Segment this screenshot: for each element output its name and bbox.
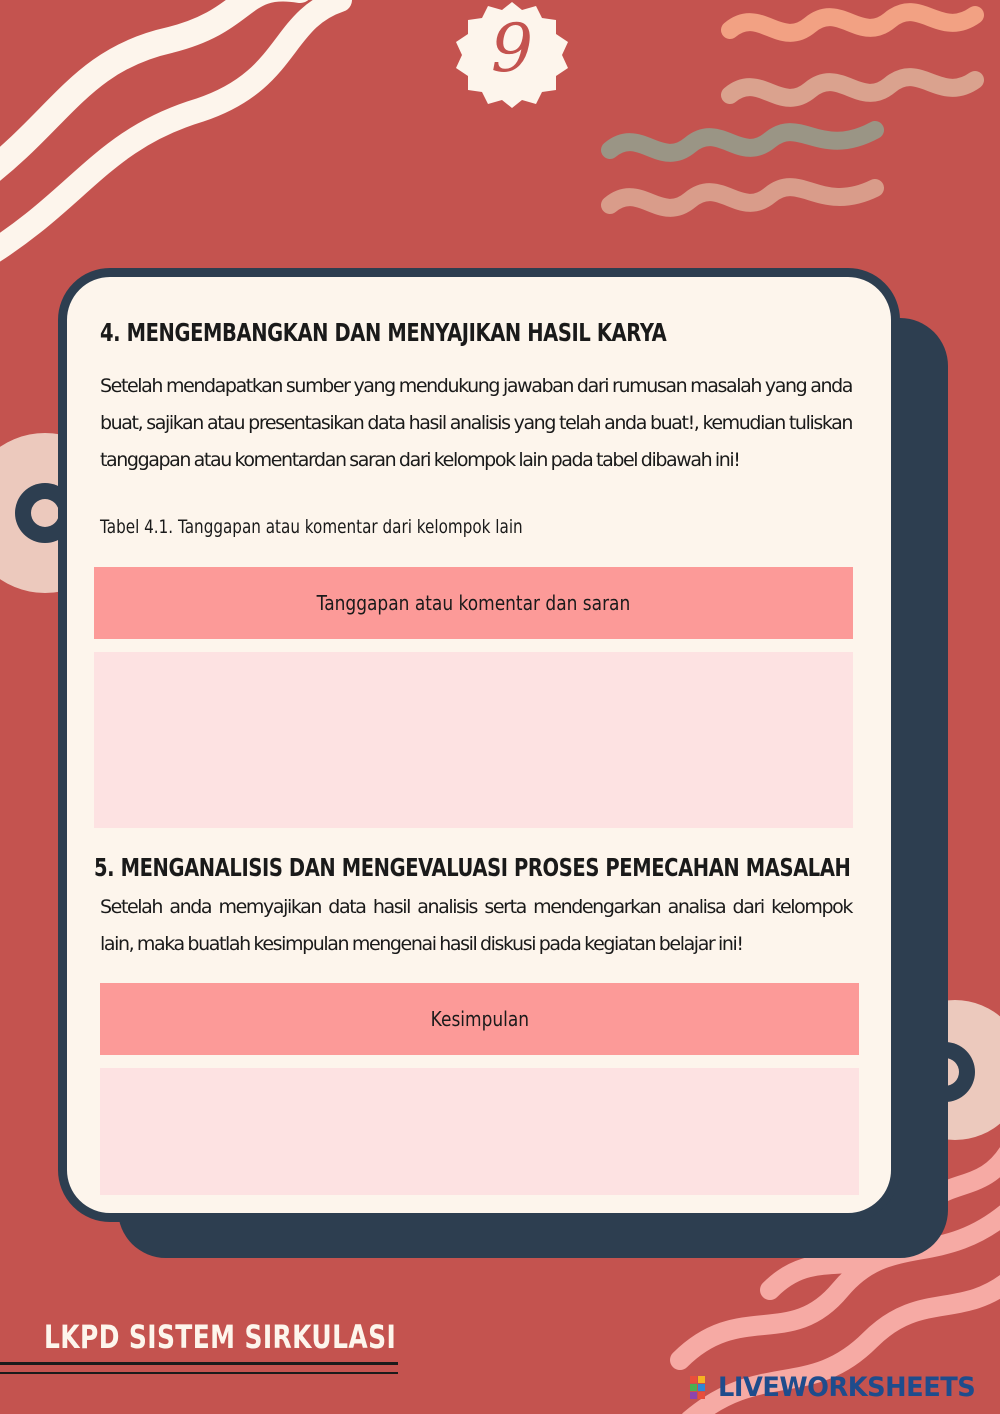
table-4-1-caption: Tabel 4.1. Tanggapan atau komentar dari kelompok lain bbox=[100, 516, 523, 538]
section-4-title: 4. MENGEMBANGKAN DAN MENYAJIKAN HASIL KARYA bbox=[100, 318, 667, 347]
conclusion-input-area[interactable] bbox=[100, 1068, 859, 1195]
squiggle-decoration bbox=[730, 12, 975, 33]
footer-title: LKPD SISTEM SIRKULASI bbox=[44, 1318, 397, 1356]
squiggle-decoration bbox=[610, 130, 875, 153]
section-5-paragraph: Setelah anda memyajikan data hasil analisis serta mendengarkan analisa dari kelompok lain, maka buatlah kesimpulan mengenai hasil diskusi pada kegiatan belajar ini! bbox=[100, 896, 852, 955]
footer-divider bbox=[0, 1372, 398, 1374]
page-number-badge bbox=[448, 0, 576, 110]
section-4-paragraph: Setelah mendapatkan sumber yang mendukung jawaban dari rumusan masalah yang anda buat, sajikan atau presentasikan data hasil analisis yang telah anda buat!, kemudian tuliskan tanggapan atau komentardan saran dari kelompok lain pada tabel dibawah ini! bbox=[100, 375, 852, 471]
footer-divider bbox=[0, 1362, 398, 1365]
liveworksheets-watermark[interactable] bbox=[690, 1372, 989, 1403]
response-table-header bbox=[94, 567, 853, 639]
squiggle-decoration bbox=[610, 187, 875, 208]
liveworksheets-logo-icon bbox=[690, 1374, 714, 1402]
section-5-title: 5. MENGANALISIS DAN MENGEVALUASI PROSES PEMECAHAN MASALAH bbox=[94, 853, 851, 882]
watermark-text: LIVEWORKSHEETS bbox=[718, 1372, 976, 1403]
response-input-area[interactable] bbox=[94, 652, 853, 828]
conclusion-table-header bbox=[100, 983, 859, 1055]
squiggle-decoration bbox=[730, 77, 975, 98]
response-table-header-label: Tanggapan atau komentar dan saran bbox=[316, 591, 631, 615]
page-number: 9 bbox=[491, 10, 533, 87]
conclusion-table-header-label: Kesimpulan bbox=[430, 1007, 529, 1031]
